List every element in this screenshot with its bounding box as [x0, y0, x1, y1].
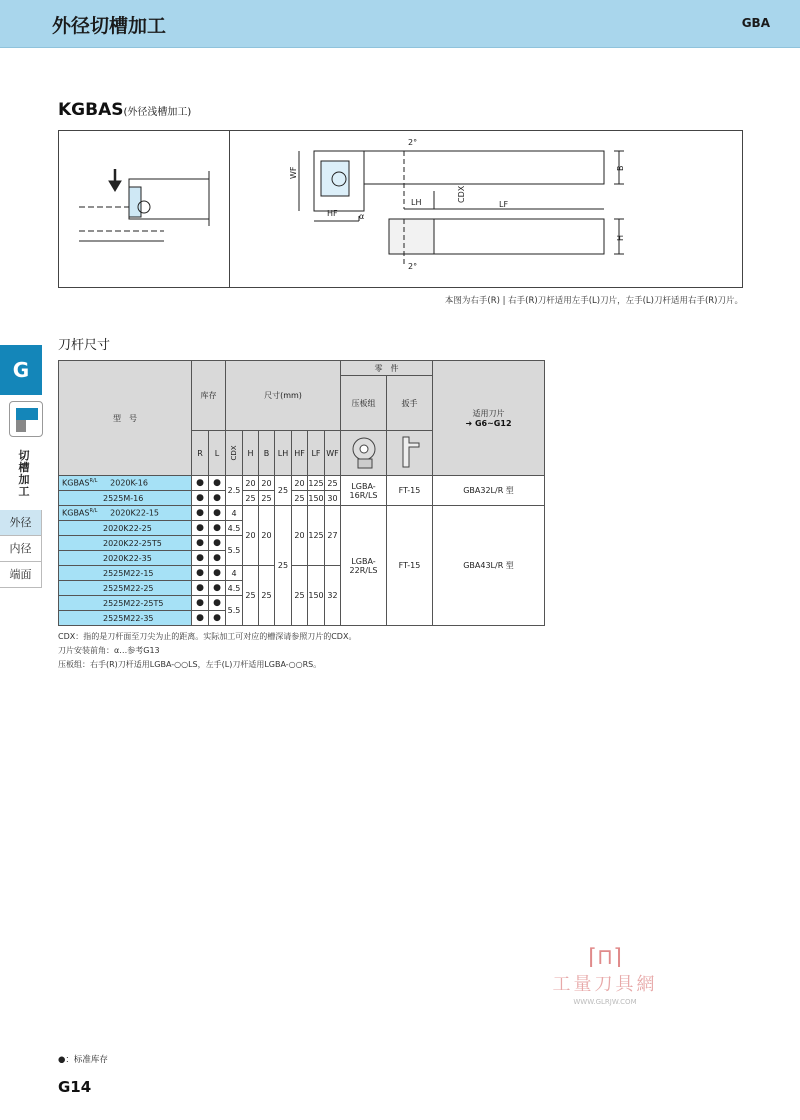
cdx-value: 4.5	[226, 581, 243, 596]
hf-value: 20	[292, 506, 308, 566]
series-sup: R/L	[89, 508, 98, 515]
sidebar-item-external[interactable]: 外径	[0, 510, 42, 536]
lf-label: LF	[499, 200, 509, 209]
wf-value: 27	[325, 506, 341, 566]
model-code: 2020K22-25	[59, 521, 192, 536]
stock-l: ●	[209, 566, 226, 581]
header-wrench: 扳手	[387, 376, 433, 431]
wf-value: 30	[325, 491, 341, 506]
stock-r: ●	[192, 506, 209, 521]
b-value: 20	[259, 476, 275, 491]
stock-l: ●	[209, 596, 226, 611]
holder-drawing	[299, 151, 624, 266]
stock-legend: ●：标准库存	[58, 1055, 108, 1065]
chapter-vertical-label: 切槽加工	[18, 449, 30, 498]
stock-r: ●	[192, 581, 209, 596]
sidebar-menu	[0, 510, 42, 588]
footnote-rake: 刀片安装前角：α…参考G13	[58, 646, 160, 655]
header-model: 型 号	[59, 361, 192, 476]
series-sup: R/L	[89, 478, 98, 485]
model-code: 2525M22-25T5	[59, 596, 192, 611]
header-clamp: 压板组	[341, 376, 387, 431]
wf-value: 32	[325, 566, 341, 626]
stock-l: ●	[209, 491, 226, 506]
insert-ref-text: G6~G12	[474, 419, 512, 428]
model-code: 2525M-16	[59, 491, 192, 506]
usage-illustration	[79, 169, 209, 241]
cdx-value: 2.5	[226, 476, 243, 506]
header-cdx	[226, 431, 243, 476]
insert-ref-link[interactable]: ➜ G6~G12	[465, 419, 512, 428]
header-insert-label: 适用刀片	[472, 409, 505, 418]
h-label: H	[616, 234, 625, 241]
watermark-name: 工量刀具網	[552, 974, 658, 995]
cdx-value: 4	[226, 506, 243, 521]
chapter-tab[interactable]: G	[0, 345, 42, 395]
product-title	[58, 100, 191, 120]
lh-value: 25	[275, 476, 292, 506]
stock-r: ●	[192, 551, 209, 566]
h-value: 20	[243, 506, 259, 566]
table-row	[59, 506, 545, 521]
header-parts: 零 件	[341, 361, 433, 376]
wf-label: WF	[289, 166, 298, 179]
grooving-icon	[9, 401, 43, 437]
header-cdx-text: CDX	[230, 445, 238, 461]
alpha-label: α	[359, 212, 365, 221]
stock-r: ●	[192, 611, 209, 626]
wrench-value: FT-15	[387, 506, 433, 626]
stock-l: ●	[209, 476, 226, 491]
lf-value: 125	[308, 476, 325, 491]
section-title: 刀杆尺寸	[58, 338, 111, 353]
cdx-label: CDX	[457, 185, 466, 203]
cdx-value: 5.5	[226, 536, 243, 566]
header-wf: WF	[325, 431, 341, 476]
model-cell	[59, 506, 192, 521]
page-header	[0, 0, 800, 48]
lf-value: 125	[308, 506, 325, 566]
hf-label: HF	[327, 209, 338, 218]
model-code: 2525M22-25	[59, 581, 192, 596]
watermark	[540, 945, 670, 1015]
header-b: B	[259, 431, 275, 476]
header-l: L	[209, 431, 226, 476]
header-stock: 库存	[192, 361, 226, 431]
header-dims: 尺寸(mm)	[226, 361, 341, 431]
b-label: B	[616, 165, 625, 171]
wrench-value: FT-15	[387, 476, 433, 506]
h-value: 25	[243, 491, 259, 506]
model-code: 2020K22-25T5	[59, 536, 192, 551]
series-name: KGBAS	[62, 478, 90, 488]
tool-diagram	[58, 130, 743, 288]
insert-value: GBA43L/R 型	[433, 506, 545, 626]
header-hf: HF	[292, 431, 308, 476]
lh-value: 25	[275, 506, 292, 626]
header-r: R	[192, 431, 209, 476]
sidebar-item-internal[interactable]: 内径	[0, 536, 42, 562]
hf-value: 25	[292, 491, 308, 506]
page-title: 外径切槽加工	[52, 15, 167, 37]
product-name: KGBAS	[58, 100, 124, 120]
clamp-image	[341, 431, 387, 476]
wf-value: 25	[325, 476, 341, 491]
stock-l: ●	[209, 536, 226, 551]
watermark-url: WWW.GLRJW.COM	[573, 998, 637, 1006]
diagram-svg	[59, 131, 744, 289]
page-number: G14	[58, 1078, 92, 1096]
lf-value: 150	[308, 491, 325, 506]
wrench-image	[387, 431, 433, 476]
spec-table	[58, 360, 545, 626]
header-lh: LH	[275, 431, 292, 476]
header-insert	[433, 361, 545, 476]
stock-l: ●	[209, 581, 226, 596]
lh-label: LH	[411, 198, 422, 207]
model-code: 2020K22-15	[110, 508, 160, 518]
b-value: 25	[259, 491, 275, 506]
stock-l: ●	[209, 506, 226, 521]
footnote-clamp: 压板组：右手(R)刀杆适用LGBA-○○LS，左手(L)刀杆适用LGBA-○○RS。	[58, 660, 322, 669]
product-subtitle: (外径浅槽加工)	[123, 107, 192, 118]
model-code: 2525M22-15	[59, 566, 192, 581]
watermark-logo-icon: ⌈⊓⌉	[585, 945, 625, 970]
angle-bottom-label: 2°	[408, 262, 418, 271]
header-lf: LF	[308, 431, 325, 476]
header-h: H	[243, 431, 259, 476]
sidebar-item-face[interactable]: 端面	[0, 562, 42, 588]
stock-r: ●	[192, 476, 209, 491]
stock-r: ●	[192, 536, 209, 551]
model-code: 2020K22-35	[59, 551, 192, 566]
cdx-value: 5.5	[226, 596, 243, 626]
table-row	[59, 476, 545, 491]
stock-l: ●	[209, 611, 226, 626]
stock-r: ●	[192, 596, 209, 611]
series-code: GBA	[741, 16, 770, 30]
model-code: 2020K-16	[110, 478, 148, 488]
stock-r: ●	[192, 491, 209, 506]
stock-r: ●	[192, 566, 209, 581]
stock-l: ●	[209, 551, 226, 566]
model-cell	[59, 476, 192, 491]
cdx-value: 4	[226, 566, 243, 581]
model-code: 2525M22-35	[59, 611, 192, 626]
b-value: 20	[259, 506, 275, 566]
diagram-note: 本图为右手(R) | 右手(R)刀杆适用左手(L)刀片，左手(L)刀杆适用右手(R)刀片。	[444, 296, 743, 306]
series-name: KGBAS	[62, 508, 90, 518]
hf-value: 20	[292, 476, 308, 491]
footnote-cdx: CDX：指的是刀杆面至刀尖为止的距离。实际加工可对应的槽深请参照刀片的CDX。	[58, 632, 357, 641]
stock-r: ●	[192, 521, 209, 536]
h-value: 20	[243, 476, 259, 491]
stock-l: ●	[209, 521, 226, 536]
cdx-value: 4.5	[226, 521, 243, 536]
h-value: 25	[243, 566, 259, 626]
b-value: 25	[259, 566, 275, 626]
hf-value: 25	[292, 566, 308, 626]
clamp-value: LGBA-16R/LS	[341, 476, 387, 506]
lf-value: 150	[308, 566, 325, 626]
insert-value: GBA32L/R 型	[433, 476, 545, 506]
angle-top-label: 2°	[408, 138, 418, 147]
clamp-value: LGBA-22R/LS	[341, 506, 387, 626]
